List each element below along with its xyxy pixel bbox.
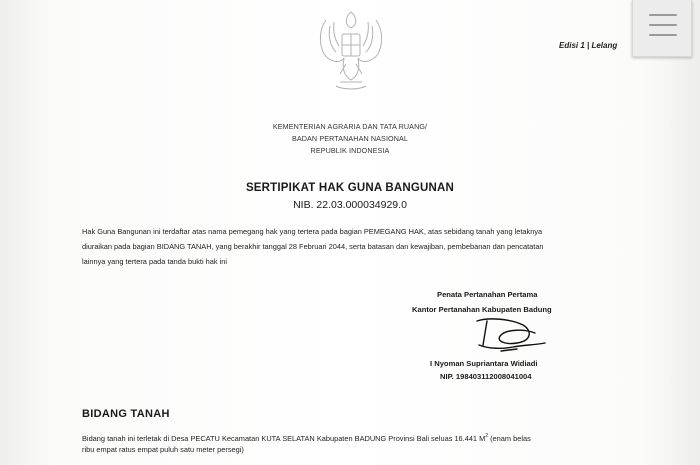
edition-label: Edisi 1 | Lelang (559, 41, 618, 50)
intro-paragraph-line-3: lainnya yang tertera pada tanda bukti hak ini (82, 257, 228, 266)
signatory-nip: NIP. 198403112008041004 (440, 372, 532, 381)
signatory-name: I Nyoman Supriantara Widiadi (430, 359, 538, 368)
intro-paragraph-line-2: diuraikan pada bagian BIDANG TANAH, yang berakhir tanggal 28 Februari 2044, serta batasan dan kewajiban, pembebanan dan pencatatan (82, 242, 544, 251)
hamburger-menu-button[interactable] (632, 0, 692, 57)
ministry-line-1: KEMENTERIAN AGRARIA DAN TATA RUANG/ (272, 122, 428, 131)
signatory-office: Kantor Pertanahan Kabupaten Badung (412, 305, 552, 314)
land-description-tail: (enam belas (488, 434, 531, 443)
section-heading-bidang-tanah: BIDANG TANAH (82, 408, 170, 420)
hamburger-menu-icon (649, 14, 677, 16)
land-description-text: Bidang tanah ini terletak di Desa PECATU Kecamatan KUTA SELATAN Kabupaten BADUNG Provinsi Bali seluas 16.441 M (82, 434, 486, 443)
certificate-nib: NIB. 22.03.000034929.0 (293, 199, 407, 211)
land-description-line-1 (82, 433, 642, 443)
ministry-line-2: BADAN PERTANAHAN NASIONAL (291, 134, 409, 143)
signatory-title: Penata Pertanahan Pertama (437, 290, 538, 299)
land-description-line-2: ribu empat ratus empat puluh satu meter persegi) (82, 445, 244, 454)
hamburger-menu-icon-bar (649, 24, 677, 26)
certificate-title: SERTIPIKAT HAK GUNA BANGUNAN (245, 182, 455, 194)
signature-image (465, 315, 555, 357)
ministry-line-3: REPUBLIK INDONESIA (310, 146, 390, 155)
intro-paragraph-line-1: Hak Guna Bangunan ini terdaftar atas nama pemegang hak yang tertera pada bagian PEMEGANG HAK, atas sebidang tanah yang letaknya (82, 227, 543, 236)
garuda-emblem-icon (306, 8, 396, 100)
hamburger-menu-icon-bar (649, 34, 677, 36)
area-unit-superscript: 2 (485, 433, 489, 439)
